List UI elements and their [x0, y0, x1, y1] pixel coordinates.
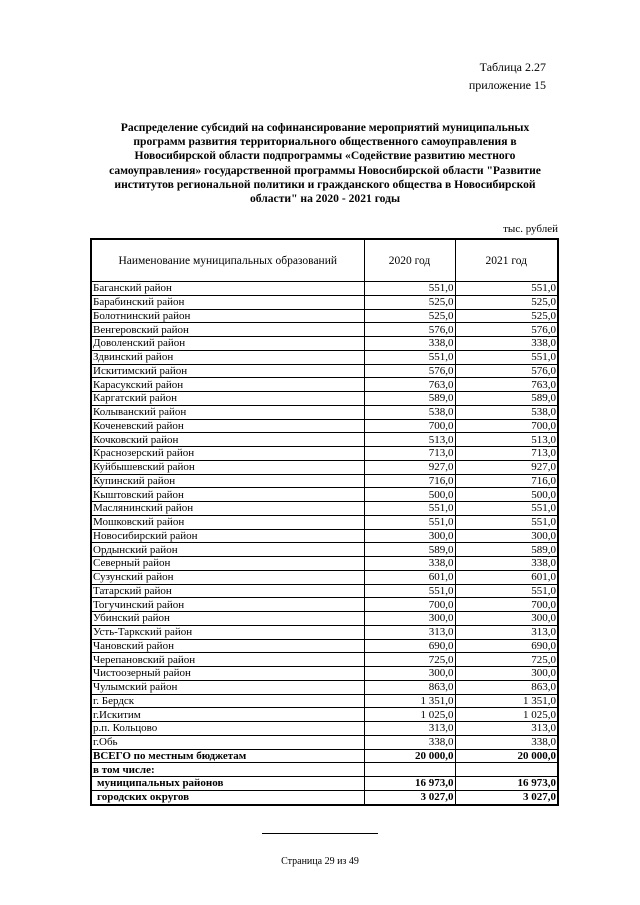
table-row: [91, 735, 558, 749]
table-row: [91, 653, 558, 667]
row-name: Тогучинский район: [91, 598, 364, 612]
row-name: Убинский район: [91, 612, 364, 626]
value-2021: 576,0: [455, 364, 558, 378]
row-name: Чулымский район: [91, 680, 364, 694]
row-name: Здвинский район: [91, 350, 364, 364]
value-2020: 763,0: [364, 378, 455, 392]
value-2021: 927,0: [455, 460, 558, 474]
row-name: Барабинский район: [91, 295, 364, 309]
table-row: [91, 295, 558, 309]
value-2021: 338,0: [455, 735, 558, 749]
value-2021: 589,0: [455, 392, 558, 406]
row-name: р.п. Кольцово: [91, 722, 364, 736]
row-name: Краснозерский район: [91, 447, 364, 461]
table-number: Таблица 2.27: [479, 60, 546, 74]
value-2021: 1 025,0: [455, 708, 558, 722]
footer-divider: [262, 833, 378, 834]
value-2021: 513,0: [455, 433, 558, 447]
table-row: [91, 708, 558, 722]
value-2020: 551,0: [364, 502, 455, 516]
value-2020: 576,0: [364, 323, 455, 337]
column-header-name: Наименование муниципальных образований: [91, 239, 364, 282]
units-label: тыс. рублей: [503, 223, 558, 235]
value-2020: 1 025,0: [364, 708, 455, 722]
table-row: [91, 598, 558, 612]
row-name: Коченевский район: [91, 419, 364, 433]
value-2021: 551,0: [455, 584, 558, 598]
value-2020: 300,0: [364, 667, 455, 681]
value-2020: 576,0: [364, 364, 455, 378]
row-name: Искитимский район: [91, 364, 364, 378]
table-row: [91, 419, 558, 433]
row-name: Новосибирский район: [91, 529, 364, 543]
total-row: [91, 749, 558, 763]
table-row: [91, 282, 558, 296]
table-header-row: [91, 239, 558, 282]
value-2021: 338,0: [455, 557, 558, 571]
value-2020: 700,0: [364, 419, 455, 433]
row-name: в том числе:: [91, 763, 364, 777]
value-2021: [455, 763, 558, 777]
value-2021: 551,0: [455, 515, 558, 529]
table-row: [91, 529, 558, 543]
row-name: Кочковский район: [91, 433, 364, 447]
table-row: [91, 405, 558, 419]
row-name: Болотнинский район: [91, 309, 364, 323]
table-row: [91, 364, 558, 378]
row-name: Сузунский район: [91, 570, 364, 584]
row-name: Мошковский район: [91, 515, 364, 529]
page-number: Страница 29 из 49: [281, 856, 359, 867]
value-2020: 3 027,0: [364, 790, 455, 804]
row-name: Куйбышевский район: [91, 460, 364, 474]
value-2020: 338,0: [364, 557, 455, 571]
value-2020: 513,0: [364, 433, 455, 447]
row-name: Баганский район: [91, 282, 364, 296]
table-row: [91, 722, 558, 736]
value-2020: 551,0: [364, 584, 455, 598]
value-2021: 551,0: [455, 282, 558, 296]
value-2021: 716,0: [455, 474, 558, 488]
row-name: Колыванский район: [91, 405, 364, 419]
value-2020: 525,0: [364, 309, 455, 323]
value-2021: 20 000,0: [455, 749, 558, 763]
value-2021: 500,0: [455, 488, 558, 502]
value-2020: 1 351,0: [364, 694, 455, 708]
table-row: [91, 502, 558, 516]
value-2021: 300,0: [455, 612, 558, 626]
row-name: городских округов: [91, 790, 364, 804]
document-title: Распределение субсидий на софинансирование мероприятий муниципальных программ развития территориального общественного самоуправления в Новосибирской области подпрограммы «Содействие развитию местного самоуправления» государственной программы Новосибирской области "Развитие институтов региональной политики и гражданского общества в Новосибирской области" на 2020 - 2021 годы: [109, 121, 541, 206]
subtotal-row: [91, 790, 558, 804]
row-name: Татарский район: [91, 584, 364, 598]
value-2020: 525,0: [364, 295, 455, 309]
table-row: [91, 309, 558, 323]
value-2020: 16 973,0: [364, 777, 455, 791]
value-2021: 538,0: [455, 405, 558, 419]
value-2021: 576,0: [455, 323, 558, 337]
row-name: Черепановский район: [91, 653, 364, 667]
value-2021: 700,0: [455, 419, 558, 433]
value-2020: 690,0: [364, 639, 455, 653]
column-header-2021: 2021 год: [455, 239, 558, 282]
value-2021: 763,0: [455, 378, 558, 392]
value-2021: 551,0: [455, 502, 558, 516]
value-2021: 601,0: [455, 570, 558, 584]
value-2020: 927,0: [364, 460, 455, 474]
appendix-label: приложение 15: [468, 78, 546, 92]
value-2020: 300,0: [364, 612, 455, 626]
value-2020: 589,0: [364, 543, 455, 557]
table-row: [91, 392, 558, 406]
table-row: [91, 612, 558, 626]
row-name: Доволенский район: [91, 337, 364, 351]
table-row: [91, 433, 558, 447]
table-row: [91, 350, 558, 364]
value-2020: 20 000,0: [364, 749, 455, 763]
value-2020: 300,0: [364, 529, 455, 543]
value-2021: 3 027,0: [455, 790, 558, 804]
value-2021: 700,0: [455, 598, 558, 612]
value-2021: 300,0: [455, 529, 558, 543]
row-name: Карасукский район: [91, 378, 364, 392]
table-row: [91, 570, 558, 584]
value-2021: 338,0: [455, 337, 558, 351]
table-row: [91, 584, 558, 598]
value-2021: 863,0: [455, 680, 558, 694]
value-2021: 313,0: [455, 625, 558, 639]
row-name: Усть-Таркский район: [91, 625, 364, 639]
value-2021: 1 351,0: [455, 694, 558, 708]
value-2021: 16 973,0: [455, 777, 558, 791]
table-row: [91, 639, 558, 653]
row-name: г. Бердск: [91, 694, 364, 708]
table-row: [91, 515, 558, 529]
table-row: [91, 543, 558, 557]
value-2020: 716,0: [364, 474, 455, 488]
value-2021: 525,0: [455, 295, 558, 309]
value-2021: 725,0: [455, 653, 558, 667]
value-2020: [364, 763, 455, 777]
value-2020: 863,0: [364, 680, 455, 694]
table-row: [91, 667, 558, 681]
row-name: муниципальных районов: [91, 777, 364, 791]
row-name: Купинский район: [91, 474, 364, 488]
table-row: [91, 447, 558, 461]
row-name: Чановский район: [91, 639, 364, 653]
value-2020: 551,0: [364, 350, 455, 364]
row-name: Ордынский район: [91, 543, 364, 557]
value-2020: 589,0: [364, 392, 455, 406]
table-row: [91, 323, 558, 337]
value-2021: 551,0: [455, 350, 558, 364]
value-2020: 313,0: [364, 625, 455, 639]
row-name: Кыштовский район: [91, 488, 364, 502]
table-row: [91, 557, 558, 571]
subtotal-row: [91, 777, 558, 791]
value-2020: 313,0: [364, 722, 455, 736]
value-2020: 500,0: [364, 488, 455, 502]
table-body: [91, 282, 558, 805]
table-row: [91, 625, 558, 639]
table-row: [91, 474, 558, 488]
value-2021: 300,0: [455, 667, 558, 681]
table-row: [91, 460, 558, 474]
table-row: [91, 694, 558, 708]
including-row: [91, 763, 558, 777]
value-2020: 700,0: [364, 598, 455, 612]
row-name: Маслянинский район: [91, 502, 364, 516]
row-name: Каргатский район: [91, 392, 364, 406]
value-2020: 538,0: [364, 405, 455, 419]
value-2020: 338,0: [364, 735, 455, 749]
value-2021: 690,0: [455, 639, 558, 653]
value-2020: 551,0: [364, 515, 455, 529]
value-2020: 601,0: [364, 570, 455, 584]
table-row: [91, 378, 558, 392]
value-2020: 713,0: [364, 447, 455, 461]
row-name: Северный район: [91, 557, 364, 571]
value-2021: 525,0: [455, 309, 558, 323]
value-2021: 313,0: [455, 722, 558, 736]
row-name: г.Обь: [91, 735, 364, 749]
value-2020: 725,0: [364, 653, 455, 667]
value-2020: 338,0: [364, 337, 455, 351]
table-row: [91, 337, 558, 351]
row-name: ВСЕГО по местным бюджетам: [91, 749, 364, 763]
value-2021: 589,0: [455, 543, 558, 557]
value-2020: 551,0: [364, 282, 455, 296]
table-row: [91, 488, 558, 502]
row-name: Венгеровский район: [91, 323, 364, 337]
table-row: [91, 680, 558, 694]
row-name: г.Искитим: [91, 708, 364, 722]
column-header-2020: 2020 год: [364, 239, 455, 282]
value-2021: 713,0: [455, 447, 558, 461]
row-name: Чистоозерный район: [91, 667, 364, 681]
subsidy-table: [90, 238, 559, 806]
